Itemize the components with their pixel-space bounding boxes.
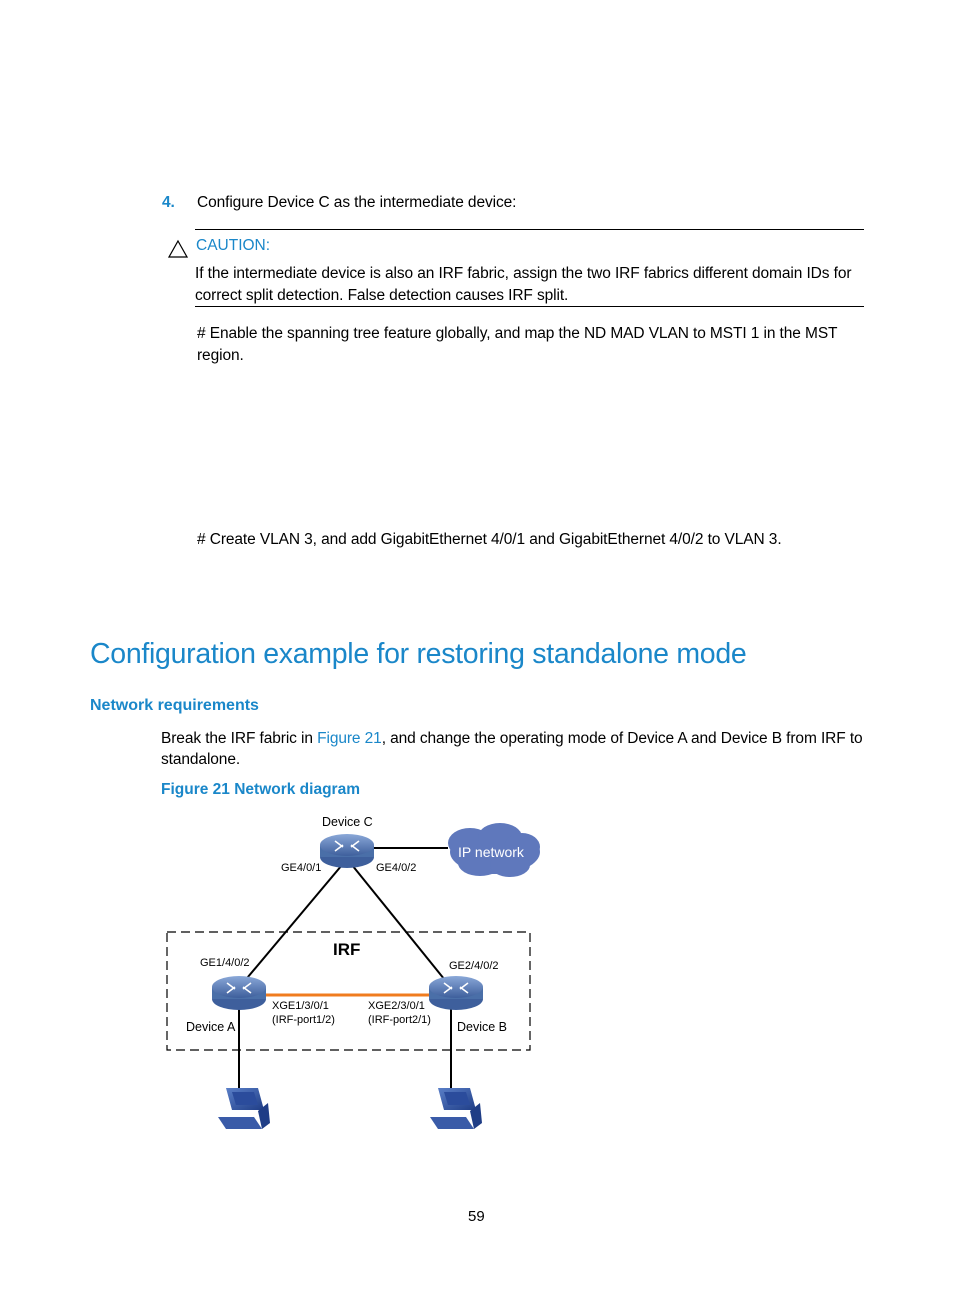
network-diagram bbox=[150, 805, 570, 1145]
caution-label: CAUTION: bbox=[196, 237, 271, 254]
link-c-a bbox=[237, 865, 342, 990]
router-icon bbox=[320, 834, 374, 868]
device-c-port-right: GE4/0/2 bbox=[376, 862, 417, 874]
page-number: 59 bbox=[468, 1208, 485, 1225]
requirements-text-after: , and change the operating mode of Device A and Device B from IRF to bbox=[381, 730, 863, 747]
device-c-label: Device C bbox=[322, 815, 373, 829]
computer-icon bbox=[218, 1088, 270, 1129]
caution-text-line1: If the intermediate device is also an IRF fabric, assign the two IRF fabrics different domain IDs for bbox=[195, 265, 852, 282]
router-icon bbox=[429, 976, 483, 1010]
step-number: 4. bbox=[162, 194, 175, 211]
subsection-title: Network requirements bbox=[90, 697, 259, 714]
device-b-irf-port-id: (IRF-port2/1) bbox=[368, 1014, 431, 1026]
requirements-line2: standalone. bbox=[161, 751, 241, 768]
caution-text-line2: correct split detection. False detection causes IRF split. bbox=[195, 287, 569, 304]
section-title: Configuration example for restoring standalone mode bbox=[90, 638, 747, 670]
ip-network-label: IP network bbox=[458, 844, 524, 860]
irf-label: IRF bbox=[333, 940, 361, 959]
device-b-irf-port: XGE2/3/0/1 bbox=[368, 1000, 425, 1012]
warning-icon bbox=[168, 239, 188, 259]
device-a-irf-port: XGE1/3/0/1 bbox=[272, 1000, 329, 1012]
figure-link[interactable]: Figure 21 bbox=[317, 730, 382, 747]
comment-stp-line2: region. bbox=[197, 347, 244, 364]
device-b-label: Device B bbox=[457, 1020, 508, 1034]
device-c-port-left: GE4/0/1 bbox=[281, 862, 322, 874]
link-c-b bbox=[352, 865, 453, 990]
device-a-label: Device A bbox=[186, 1020, 236, 1034]
figure-caption: Figure 21 Network diagram bbox=[161, 781, 360, 798]
computer-icon bbox=[430, 1088, 482, 1129]
caution-bottom-rule bbox=[195, 306, 864, 307]
device-a-port-up: GE1/4/0/2 bbox=[200, 957, 250, 969]
comment-stp-line1: # Enable the spanning tree feature globally, and map the ND MAD VLAN to MSTI 1 in the MST bbox=[197, 325, 838, 342]
step-text: Configure Device C as the intermediate device: bbox=[197, 194, 517, 211]
requirements-line1 bbox=[161, 728, 863, 750]
requirements-text-before: Break the IRF fabric in bbox=[161, 730, 318, 747]
comment-vlan: # Create VLAN 3, and add GigabitEthernet 4/0/1 and GigabitEthernet 4/0/2 to VLAN 3. bbox=[197, 531, 782, 548]
device-b-port-up: GE2/4/0/2 bbox=[449, 960, 499, 972]
device-a-irf-port-id: (IRF-port1/2) bbox=[272, 1014, 335, 1026]
step-item bbox=[162, 192, 175, 214]
router-icon bbox=[212, 976, 266, 1010]
caution-top-rule bbox=[195, 229, 864, 230]
